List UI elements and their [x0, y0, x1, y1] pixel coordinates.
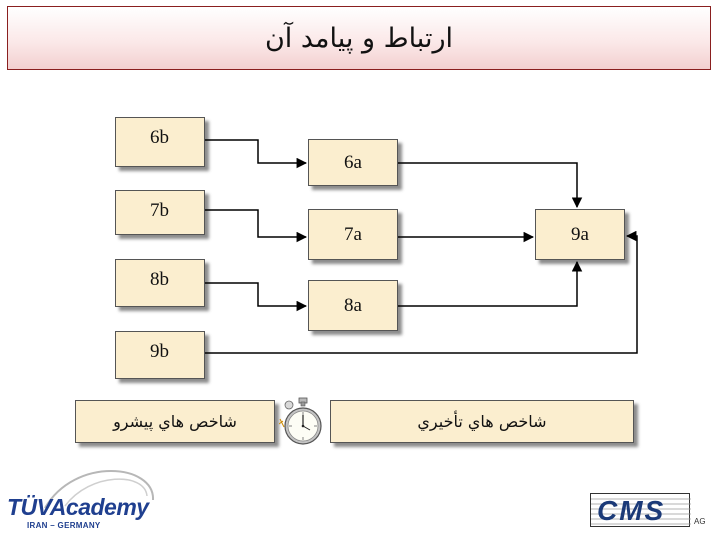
leading-indicators-box [75, 400, 275, 443]
arrow-6a-9a [398, 163, 577, 207]
node-7a [308, 209, 398, 260]
node-9a [535, 209, 625, 260]
node-8b [115, 259, 205, 307]
stopwatch-icon [279, 397, 327, 447]
arrow-7b-7a [205, 210, 306, 237]
cms-logo-text: CMS [597, 495, 666, 526]
arrow-6b-6a [205, 140, 306, 163]
node-7b-label: 7b [150, 200, 169, 221]
cms-logo [590, 493, 712, 529]
node-9b [115, 331, 205, 379]
node-6a [308, 139, 398, 186]
tuv-logo-subtitle: IRAN – GERMANY [27, 521, 101, 530]
node-8a [308, 280, 398, 331]
page-title: ارتباط و پيامد آن [264, 22, 454, 54]
node-9b-label: 9b [150, 341, 169, 362]
node-8a-label: 8a [344, 294, 362, 316]
node-6b-label: 6b [150, 127, 169, 148]
tuv-academy-logo [5, 466, 155, 532]
tuv-logo-text: TÜVAcademy [7, 494, 149, 520]
node-7b [115, 190, 205, 235]
node-6a-label: 6a [344, 151, 362, 173]
arrow-8a-9a [398, 262, 577, 306]
node-9a-label: 9a [571, 223, 589, 245]
cms-logo-frame [590, 493, 690, 527]
leading-indicators-label: شاخص هاي پيشرو [113, 412, 237, 431]
lagging-indicators-box [330, 400, 634, 443]
node-7a-label: 7a [344, 223, 362, 245]
lagging-indicators-label: شاخص هاي تأخيري [417, 412, 547, 431]
node-8b-label: 8b [150, 269, 169, 290]
arrow-8b-8a [205, 283, 306, 306]
node-6b [115, 117, 205, 167]
cms-logo-suffix: AG [694, 517, 706, 526]
